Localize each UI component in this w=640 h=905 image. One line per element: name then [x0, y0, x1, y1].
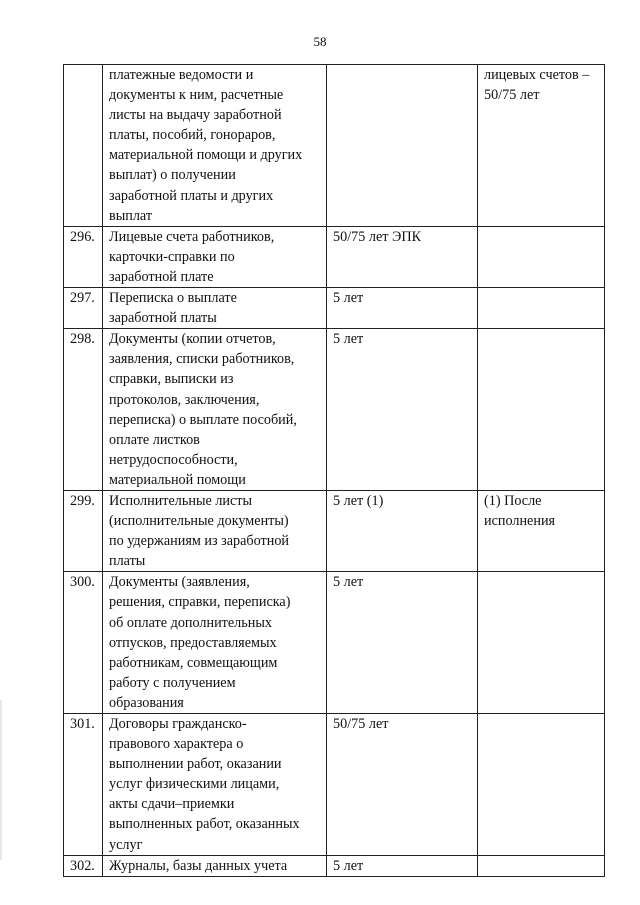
document-title-line: заявления, списки работников,	[109, 351, 295, 368]
document-title-cell	[103, 490, 327, 571]
note-cell	[478, 226, 605, 287]
document-title-line: материальной помощи и других	[109, 147, 303, 164]
document-title-line: заработной платы и других	[109, 187, 274, 204]
records-retention-table	[63, 64, 605, 877]
document-title-cell	[103, 714, 327, 856]
note-line: (1) После	[484, 492, 542, 509]
note-cell	[478, 288, 605, 329]
document-title-line: выплат	[109, 207, 153, 224]
table-row	[64, 714, 605, 856]
table-row	[64, 490, 605, 571]
retention-term-line: 5 лет	[333, 331, 364, 348]
document-title-line: Журналы, базы данных учета	[109, 857, 288, 874]
retention-term-cell	[327, 329, 478, 491]
table-row	[64, 572, 605, 714]
document-title-line: справки, выписки из	[109, 371, 234, 388]
document-title-line: протоколов, заключения,	[109, 391, 260, 408]
row-number: 296.	[70, 228, 95, 245]
document-title-line: платы, пособий, гонораров,	[109, 127, 276, 144]
retention-term-line: 5 лет	[333, 574, 364, 591]
table-row	[64, 329, 605, 491]
row-number-cell	[64, 288, 103, 329]
document-title-line: образования	[109, 694, 184, 711]
table-row	[64, 65, 605, 227]
document-title-cell	[103, 329, 327, 491]
table-row	[64, 288, 605, 329]
document-title-cell	[103, 855, 327, 876]
document-title-line: Договоры гражданско-	[109, 716, 247, 732]
row-number: 302.	[70, 857, 95, 874]
document-title-line: акты сдачи–приемки	[109, 796, 235, 813]
table-row	[64, 855, 605, 876]
retention-term-cell	[327, 65, 478, 227]
row-number-cell	[64, 714, 103, 856]
row-number-cell	[64, 572, 103, 714]
document-title-line: работу с получением	[109, 674, 236, 691]
retention-term-cell	[327, 490, 478, 571]
document-title-cell	[103, 288, 327, 329]
document-title-line: заработной плате	[109, 268, 214, 285]
document-title-line: документы к ним, расчетные	[109, 87, 284, 104]
document-title-line: материальной помощи	[109, 471, 246, 488]
document-title-line: услуг физическими лицами,	[109, 776, 280, 793]
retention-term-line: 5 лет	[333, 290, 364, 307]
document-title-cell	[103, 572, 327, 714]
row-number: 299.	[70, 492, 95, 509]
note-cell	[478, 572, 605, 714]
page-number: 58	[313, 34, 327, 49]
note-cell	[478, 714, 605, 856]
row-number: 297.	[70, 290, 95, 307]
note-line: исполнения	[484, 513, 556, 530]
document-title-line: Переписка о выплате	[109, 290, 237, 307]
document-title-line: выплат) о получении	[109, 167, 236, 184]
scan-edge-mark	[0, 700, 2, 860]
row-number-cell	[64, 490, 103, 571]
table-body	[64, 65, 605, 877]
document-title-line: услуг	[109, 836, 143, 853]
document-title-line: по удержаниям из заработной	[109, 533, 290, 550]
document-title-line: оплате листков	[109, 431, 200, 448]
note-cell	[478, 490, 605, 571]
document-title-cell	[103, 65, 327, 227]
document-title-line: платы	[109, 553, 146, 570]
document-title-line: правового характера о	[109, 736, 244, 753]
document-title-cell	[103, 226, 327, 287]
document-title-line: Документы (заявления,	[109, 574, 250, 591]
document-title-line: нетрудоспособности,	[109, 451, 238, 468]
row-number: 298.	[70, 331, 95, 348]
document-title-line: Лицевые счета работников,	[109, 228, 275, 245]
row-number-cell	[64, 329, 103, 491]
document-title-line: работникам, совмещающим	[109, 654, 278, 671]
row-number-cell	[64, 855, 103, 876]
note-cell	[478, 329, 605, 491]
document-title-line: платежные ведомости и	[109, 67, 254, 83]
document-title-line: Исполнительные листы	[109, 492, 253, 509]
row-number-cell	[64, 65, 103, 227]
note-cell	[478, 65, 605, 227]
document-title-line: решения, справки, переписка)	[109, 594, 291, 611]
document-title-line: выполнении работ, оказании	[109, 756, 282, 773]
note-cell	[478, 855, 605, 876]
row-number-cell	[64, 226, 103, 287]
table-row	[64, 226, 605, 287]
retention-term-cell	[327, 855, 478, 876]
document-title-line: выполненных работ, оказанных	[109, 816, 300, 833]
document-title-line: карточки-справки по	[109, 248, 235, 265]
retention-term-line: 5 лет (1)	[333, 492, 384, 509]
retention-term-cell	[327, 288, 478, 329]
retention-term-cell	[327, 226, 478, 287]
retention-term-line: 50/75 лет	[333, 716, 389, 732]
retention-term-line: 5 лет	[333, 857, 364, 874]
document-title-line: переписка) о выплате пособий,	[109, 411, 297, 428]
note-line: 50/75 лет	[484, 87, 540, 104]
document-title-line: отпусков, предоставляемых	[109, 634, 277, 651]
retention-term-cell	[327, 714, 478, 856]
retention-term-line: 50/75 лет ЭПК	[333, 228, 422, 245]
retention-term-cell	[327, 572, 478, 714]
document-title-line: Документы (копии отчетов,	[109, 331, 276, 348]
document-title-line: об оплате дополнительных	[109, 614, 272, 631]
document-title-line: листы на выдачу заработной	[109, 107, 282, 124]
row-number: 301.	[70, 716, 95, 732]
note-line: лицевых счетов –	[484, 67, 590, 83]
row-number: 300.	[70, 574, 95, 591]
document-title-line: (исполнительные документы)	[109, 513, 289, 530]
document-title-line: заработной платы	[109, 310, 217, 327]
